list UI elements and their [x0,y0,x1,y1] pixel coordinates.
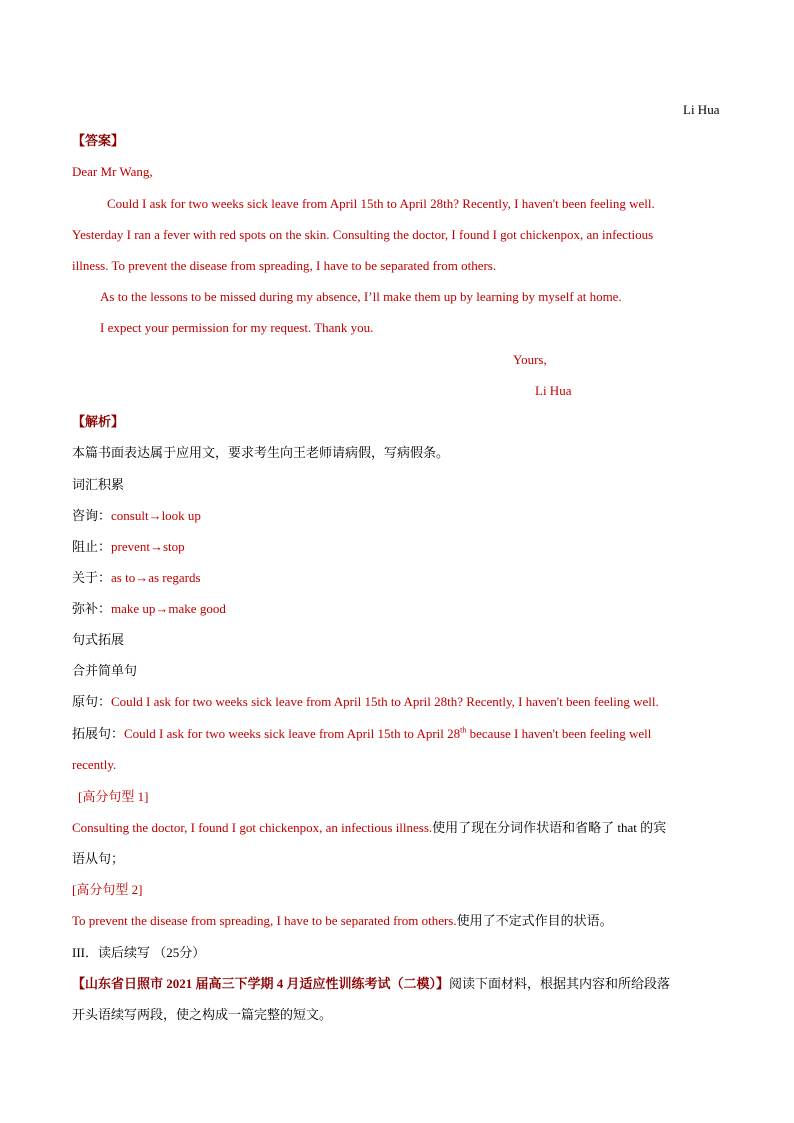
analysis-label: 【解析】 [72,414,125,429]
pattern2-label: [高分句型 2] [72,882,143,897]
letter-salutation: Dear Mr Wang, [72,164,153,179]
section-instruction-cont: 开头语续写两段，使之构成一篇完整的短文。 [72,1007,333,1022]
vocab-item: 咨询：consult→look up [72,508,201,523]
merge-heading: 合并简单句 [72,663,138,678]
answer-label: 【答案】 [72,133,125,148]
letter-signature: Li Hua [535,383,572,398]
vocab-item: 阻止：prevent→stop [72,539,185,554]
letter-paragraph: I expect your permission for my request. Thank you. [100,320,374,335]
letter-closing: Yours, [513,352,547,367]
letter-paragraph: As to the lessons to be missed during my absence, I’ll make them up by learning by myself at home. [100,289,622,304]
analysis-intro: 本篇书面表达属于应用文，要求考生向王老师请病假，写病假条。 [72,445,450,460]
expanded-sentence-cont: recently. [72,757,117,772]
sentence-heading: 句式拓展 [72,632,125,647]
section-heading: III．读后续写 （25分） [72,945,206,960]
letter-body-line: Yesterday I ran a fever with red spots on the skin. Consulting the doctor, I found I got chickenpox, an infectious [72,227,654,242]
expanded-sentence: 拓展句：Could I ask for two weeks sick leave from April 15th to April 28th because I haven't been feeling well [72,725,652,741]
pattern1-text-cont: 语从句； [72,851,125,866]
letter-body-line: illness. To prevent the disease from spreading, I have to be separated from others. [72,258,497,273]
vocab-item: 关于：as to→as regards [72,570,201,585]
original-sentence: 原句：Could I ask for two weeks sick leave from April 15th to April 28th? Recently, I haven't been feeling well. [72,694,659,709]
header-signature: Li Hua [683,102,720,117]
pattern1-label: [高分句型 1] [78,789,149,804]
pattern1-text: Consulting the doctor, I found I got chickenpox, an infectious illness.使用了现在分词作状语和省略了 that 的宾 [72,820,667,835]
vocab-heading: 词汇积累 [72,477,125,492]
section-instruction: 【山东省日照市 2021 届高三下学期 4 月适应性训练考试（二模）】阅读下面材料，根据其内容和所给段落 [72,976,671,991]
vocab-item: 弥补：make up→make good [72,601,226,616]
letter-body-line: Could I ask for two weeks sick leave from April 15th to April 28th? Recently, I haven't been feeling well. [107,196,655,211]
pattern2-text: To prevent the disease from spreading, I have to be separated from others.使用了不定式作目的状语。 [72,913,613,928]
